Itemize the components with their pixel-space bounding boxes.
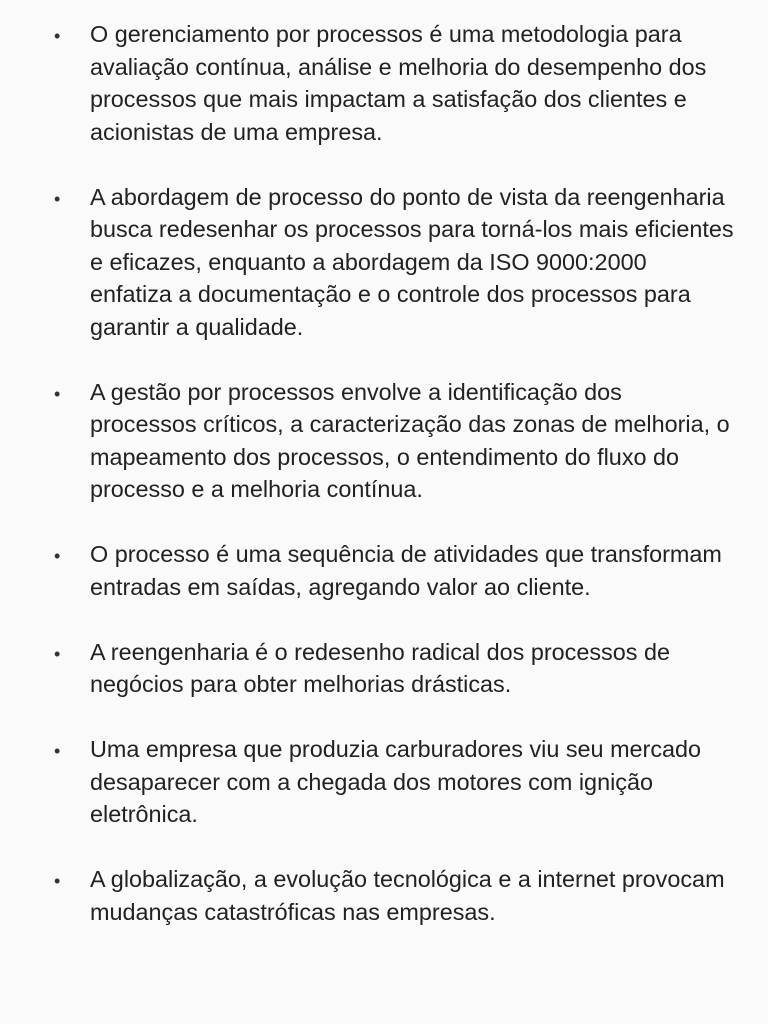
- list-item-text: O processo é uma sequência de atividades que transformam entradas em saídas, agregando valor ao cliente.: [90, 541, 722, 600]
- bullet-icon: •: [54, 643, 61, 664]
- bullet-icon: •: [54, 871, 61, 891]
- bullet-icon: •: [54, 741, 61, 761]
- list-item: [0, 733, 734, 831]
- list-item: [0, 18, 734, 148]
- list-item-text: A gestão por processos envolve a identificação dos processos críticos, a caracterização das zonas de melhoria, o mapeamento dos processos, o entendimento do fluxo do processo e a melhoria contínua.: [90, 378, 730, 502]
- bullet-list: [0, 18, 734, 928]
- list-item: [0, 863, 734, 928]
- bullet-icon: •: [54, 383, 61, 404]
- list-item: [0, 636, 734, 701]
- list-item-text: A abordagem de processo do ponto de vista da reengenharia busca redesenhar os processos para torná-los mais eficientes e eficazes, enquanto a abordagem da ISO 9000:2000 enfatiza a documentação e o controle dos processos para garantir a qualidade.: [90, 183, 734, 340]
- list-item-text: Uma empresa que produzia carburadores viu seu mercado desaparecer com a chegada dos motores com ignição eletrônica.: [90, 736, 702, 827]
- bullet-icon: •: [54, 546, 61, 566]
- list-item: [0, 376, 734, 506]
- bullet-icon: •: [54, 188, 61, 209]
- bullet-icon: •: [54, 26, 61, 46]
- list-item: [0, 181, 734, 344]
- list-item-text: O gerenciamento por processos é uma metodologia para avaliação contínua, análise e melhoria do desempenho dos processos que mais impactam a satisfação dos clientes e acionistas de uma empresa.: [90, 21, 707, 145]
- list-item-text: A reengenharia é o redesenho radical dos processos de negócios para obter melhorias drásticas.: [90, 638, 670, 697]
- list-item: [0, 538, 734, 603]
- list-item-text: A globalização, a evolução tecnológica e a internet provocam mudanças catastróficas nas empresas.: [90, 866, 725, 925]
